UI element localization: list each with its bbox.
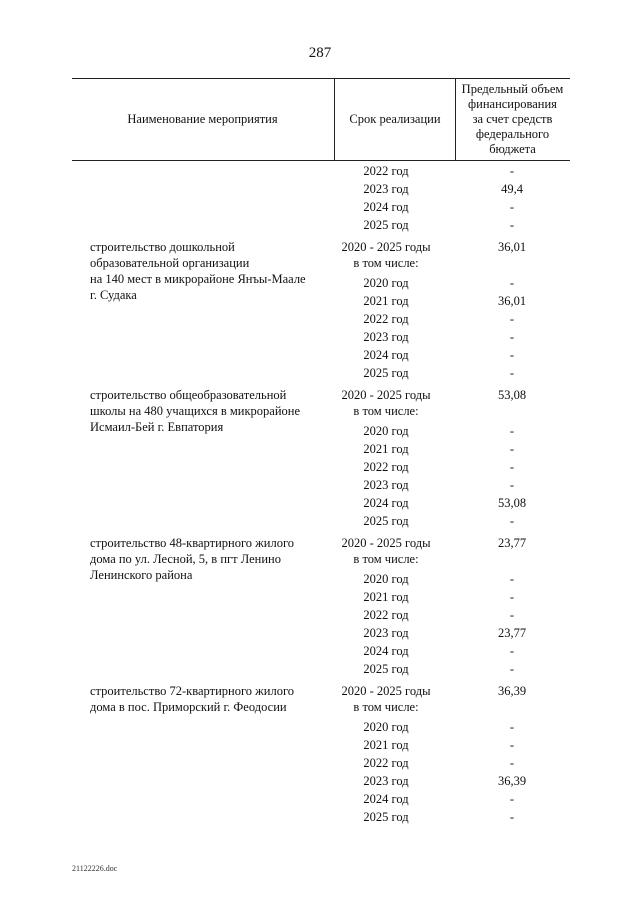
table-row xyxy=(0,423,640,441)
funding-value-cell: 23,77 xyxy=(497,626,527,640)
period-cell: 2023 год xyxy=(363,626,409,640)
funding-value-cell: - xyxy=(509,442,515,456)
period-cell: 2024 год xyxy=(363,644,409,658)
table-row xyxy=(0,809,640,827)
period-cell: 2020 - 2025 годы в том числе: xyxy=(341,536,431,566)
table-row xyxy=(0,773,640,791)
period-cell: 2022 год xyxy=(363,608,409,622)
table-row xyxy=(0,571,640,589)
table-row xyxy=(0,589,640,607)
funding-value-cell: - xyxy=(509,218,515,232)
period-cell: 2020 - 2025 годы в том числе: xyxy=(341,240,431,270)
funding-value-cell: 49,4 xyxy=(501,182,523,196)
header-funding-column: Предельный объем финансирования за счет средств федерального бюджета xyxy=(461,82,564,156)
table-row xyxy=(0,365,640,383)
funding-value-cell: 36,01 xyxy=(497,240,527,254)
funding-value-cell: - xyxy=(509,662,515,676)
funding-value-cell: - xyxy=(509,276,515,290)
period-cell: 2020 - 2025 годы в том числе: xyxy=(341,388,431,418)
period-cell: 2021 год xyxy=(363,590,409,604)
measure-description: строительство общеобразовательной школы на 480 учащихся в микрорайоне Исмаил-Бей г. Евпатория xyxy=(90,388,301,434)
period-cell: 2022 год xyxy=(363,164,409,178)
funding-value-cell: - xyxy=(509,738,515,752)
period-cell: 2024 год xyxy=(363,200,409,214)
funding-value-cell: 36,39 xyxy=(497,774,527,788)
funding-value-cell: - xyxy=(509,164,515,178)
period-cell: 2025 год xyxy=(363,810,409,824)
table-row xyxy=(0,477,640,495)
table-header xyxy=(72,78,570,161)
table-row xyxy=(0,329,640,347)
funding-value-cell: - xyxy=(509,644,515,658)
table-row xyxy=(0,683,640,719)
period-cell: 2020 год xyxy=(363,424,409,438)
funding-value-cell: 23,77 xyxy=(497,536,527,550)
table-row xyxy=(0,755,640,773)
period-cell: 2023 год xyxy=(363,774,409,788)
table-row xyxy=(0,275,640,293)
table-row xyxy=(0,661,640,679)
table-row xyxy=(0,607,640,625)
period-cell: 2024 год xyxy=(363,348,409,362)
table-row xyxy=(0,625,640,643)
period-cell: 2022 год xyxy=(363,756,409,770)
measure-block xyxy=(0,163,640,235)
period-cell: 2021 год xyxy=(363,442,409,456)
table-row xyxy=(0,239,640,275)
period-cell: 2020 год xyxy=(363,720,409,734)
funding-value-cell: - xyxy=(509,424,515,438)
period-cell: 2025 год xyxy=(363,662,409,676)
funding-value-cell: - xyxy=(509,810,515,824)
funding-value-cell: - xyxy=(509,792,515,806)
header-term-column: Срок реализации xyxy=(334,79,456,160)
funding-value-cell: - xyxy=(509,348,515,362)
file-name: 21122226.doc xyxy=(72,864,118,873)
period-cell: 2021 год xyxy=(363,738,409,752)
table-row xyxy=(0,643,640,661)
funding-value-cell: - xyxy=(509,720,515,734)
period-cell: 2020 - 2025 годы в том числе: xyxy=(341,684,431,714)
funding-value-cell: - xyxy=(509,200,515,214)
funding-value-cell: - xyxy=(509,572,515,586)
funding-value-cell: - xyxy=(509,756,515,770)
table-row xyxy=(0,719,640,737)
funding-value-cell: - xyxy=(509,514,515,528)
table-row xyxy=(0,459,640,477)
period-cell: 2022 год xyxy=(363,460,409,474)
table-row xyxy=(0,387,640,423)
measure-block xyxy=(0,239,640,383)
funding-value-cell: - xyxy=(509,478,515,492)
funding-value-cell: - xyxy=(509,608,515,622)
table-row xyxy=(0,163,640,181)
measure-description: строительство дошкольной образовательной организации на 140 мест в микрорайоне Янъы-Маале г. Судака xyxy=(90,240,306,302)
table-row xyxy=(0,495,640,513)
table-row xyxy=(0,181,640,199)
table-row xyxy=(0,513,640,531)
funding-value-cell: - xyxy=(509,590,515,604)
period-cell: 2023 год xyxy=(363,330,409,344)
funding-value-cell: 36,39 xyxy=(497,684,527,698)
table-body xyxy=(0,163,640,827)
measure-description: строительство 48-квартирного жилого дома по ул. Лесной, 5, в пгт Ленино Ленинского района xyxy=(90,536,295,582)
header-name-column: Наименование мероприятия xyxy=(127,112,278,126)
measure-block xyxy=(0,535,640,679)
period-cell: 2024 год xyxy=(363,792,409,806)
period-cell: 2025 год xyxy=(363,514,409,528)
period-cell: 2023 год xyxy=(363,478,409,492)
period-cell: 2023 год xyxy=(363,182,409,196)
period-cell: 2020 год xyxy=(363,572,409,586)
funding-value-cell: 53,08 xyxy=(497,496,527,510)
funding-value-cell: 53,08 xyxy=(497,388,527,402)
table-row xyxy=(0,737,640,755)
measure-block xyxy=(0,683,640,827)
table-row xyxy=(0,791,640,809)
table-row xyxy=(0,293,640,311)
measure-description: строительство 72-квартирного жилого дома в пос. Приморский г. Феодосии xyxy=(90,684,295,714)
table-row xyxy=(0,217,640,235)
period-cell: 2025 год xyxy=(363,366,409,380)
table-row xyxy=(0,311,640,329)
period-cell: 2024 год xyxy=(363,496,409,510)
period-cell: 2020 год xyxy=(363,276,409,290)
funding-value-cell: - xyxy=(509,366,515,380)
funding-value-cell: - xyxy=(509,330,515,344)
funding-value-cell: 36,01 xyxy=(497,294,527,308)
table-row xyxy=(0,441,640,459)
measure-block xyxy=(0,387,640,531)
funding-value-cell: - xyxy=(509,460,515,474)
period-cell: 2025 год xyxy=(363,218,409,232)
table-row xyxy=(0,199,640,217)
period-cell: 2021 год xyxy=(363,294,409,308)
period-cell: 2022 год xyxy=(363,312,409,326)
table-row xyxy=(0,535,640,571)
funding-value-cell: - xyxy=(509,312,515,326)
page-number: 287 xyxy=(308,45,332,61)
table-row xyxy=(0,347,640,365)
